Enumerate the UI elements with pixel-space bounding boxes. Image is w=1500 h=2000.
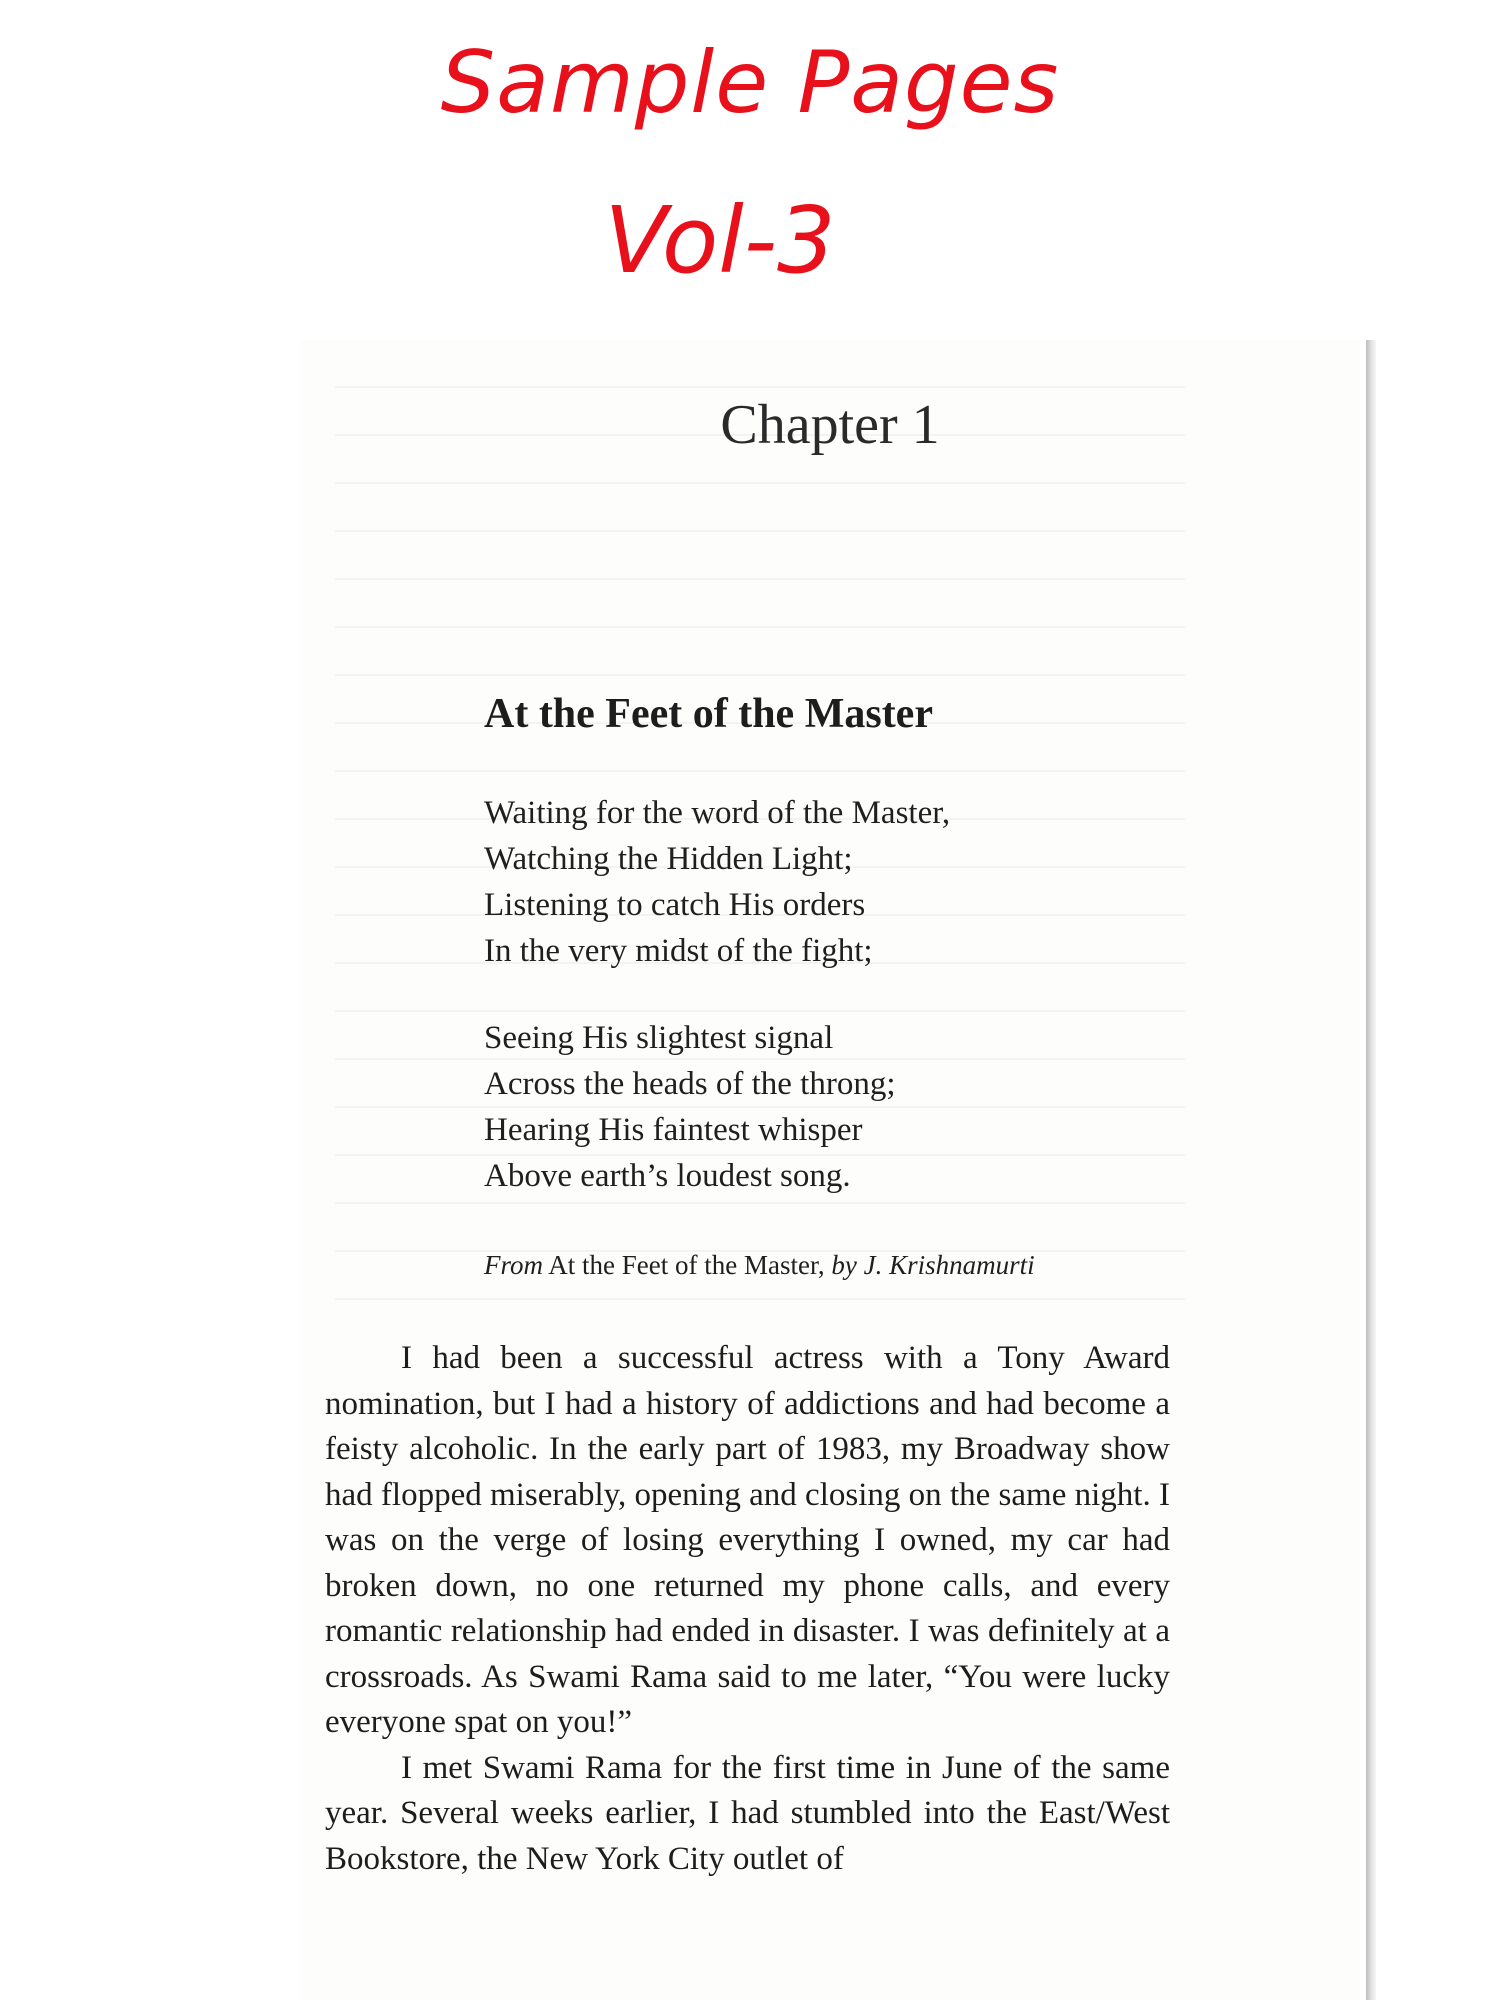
attribution-author: by J. Krishnamurti [831,1250,1035,1280]
poem-line: Above earth’s loudest song. [484,1158,851,1194]
poem-attribution [484,1250,1035,1281]
poem-line: Across the heads of the throng; [484,1066,896,1102]
page-edge-shadow [1366,340,1376,2000]
attribution-work: At the Feet of the Master, [543,1250,832,1280]
poem-line: Hearing His faintest whisper [484,1112,863,1148]
volume-label: Vol-3 [604,187,836,294]
poem-line: Seeing His slightest signal [484,1020,834,1056]
poem-stanza-1 [484,790,950,974]
chapter-heading: Chapter 1 [720,394,940,456]
poem-stanza-2 [484,1015,896,1199]
poem-line: Listening to catch His orders [484,887,866,923]
poem-title: At the Feet of the Master [484,691,933,737]
attribution-prefix: From [484,1250,543,1280]
body-text [325,1336,1170,1882]
sample-pages-banner: Sample Pages [440,33,1060,133]
poem-line: Watching the Hidden Light; [484,841,853,877]
body-paragraph: I met Swami Rama for the first time in June of the same year. Several weeks earlier, I had stumbled into the East/West Bookstore, the New York City outlet of [325,1749,1170,1877]
body-paragraph: I had been a successful actress with a Tony Award nomination, but I had a history of addictions and had become a feisty alcoholic. In the early part of 1983, my Broadway show had flopped miserably, opening and closing on the same night. I was on the verge of losing everything I owned, my car had broken down, no one returned my phone calls, and every romantic relationship had ended in disaster. I was definitely at a crossroads. As Swami Rama said to me later, “You were lucky everyone spat on you!” [325,1340,1170,1740]
poem-line: In the very midst of the fight; [484,933,873,969]
poem-line: Waiting for the word of the Master, [484,795,951,831]
